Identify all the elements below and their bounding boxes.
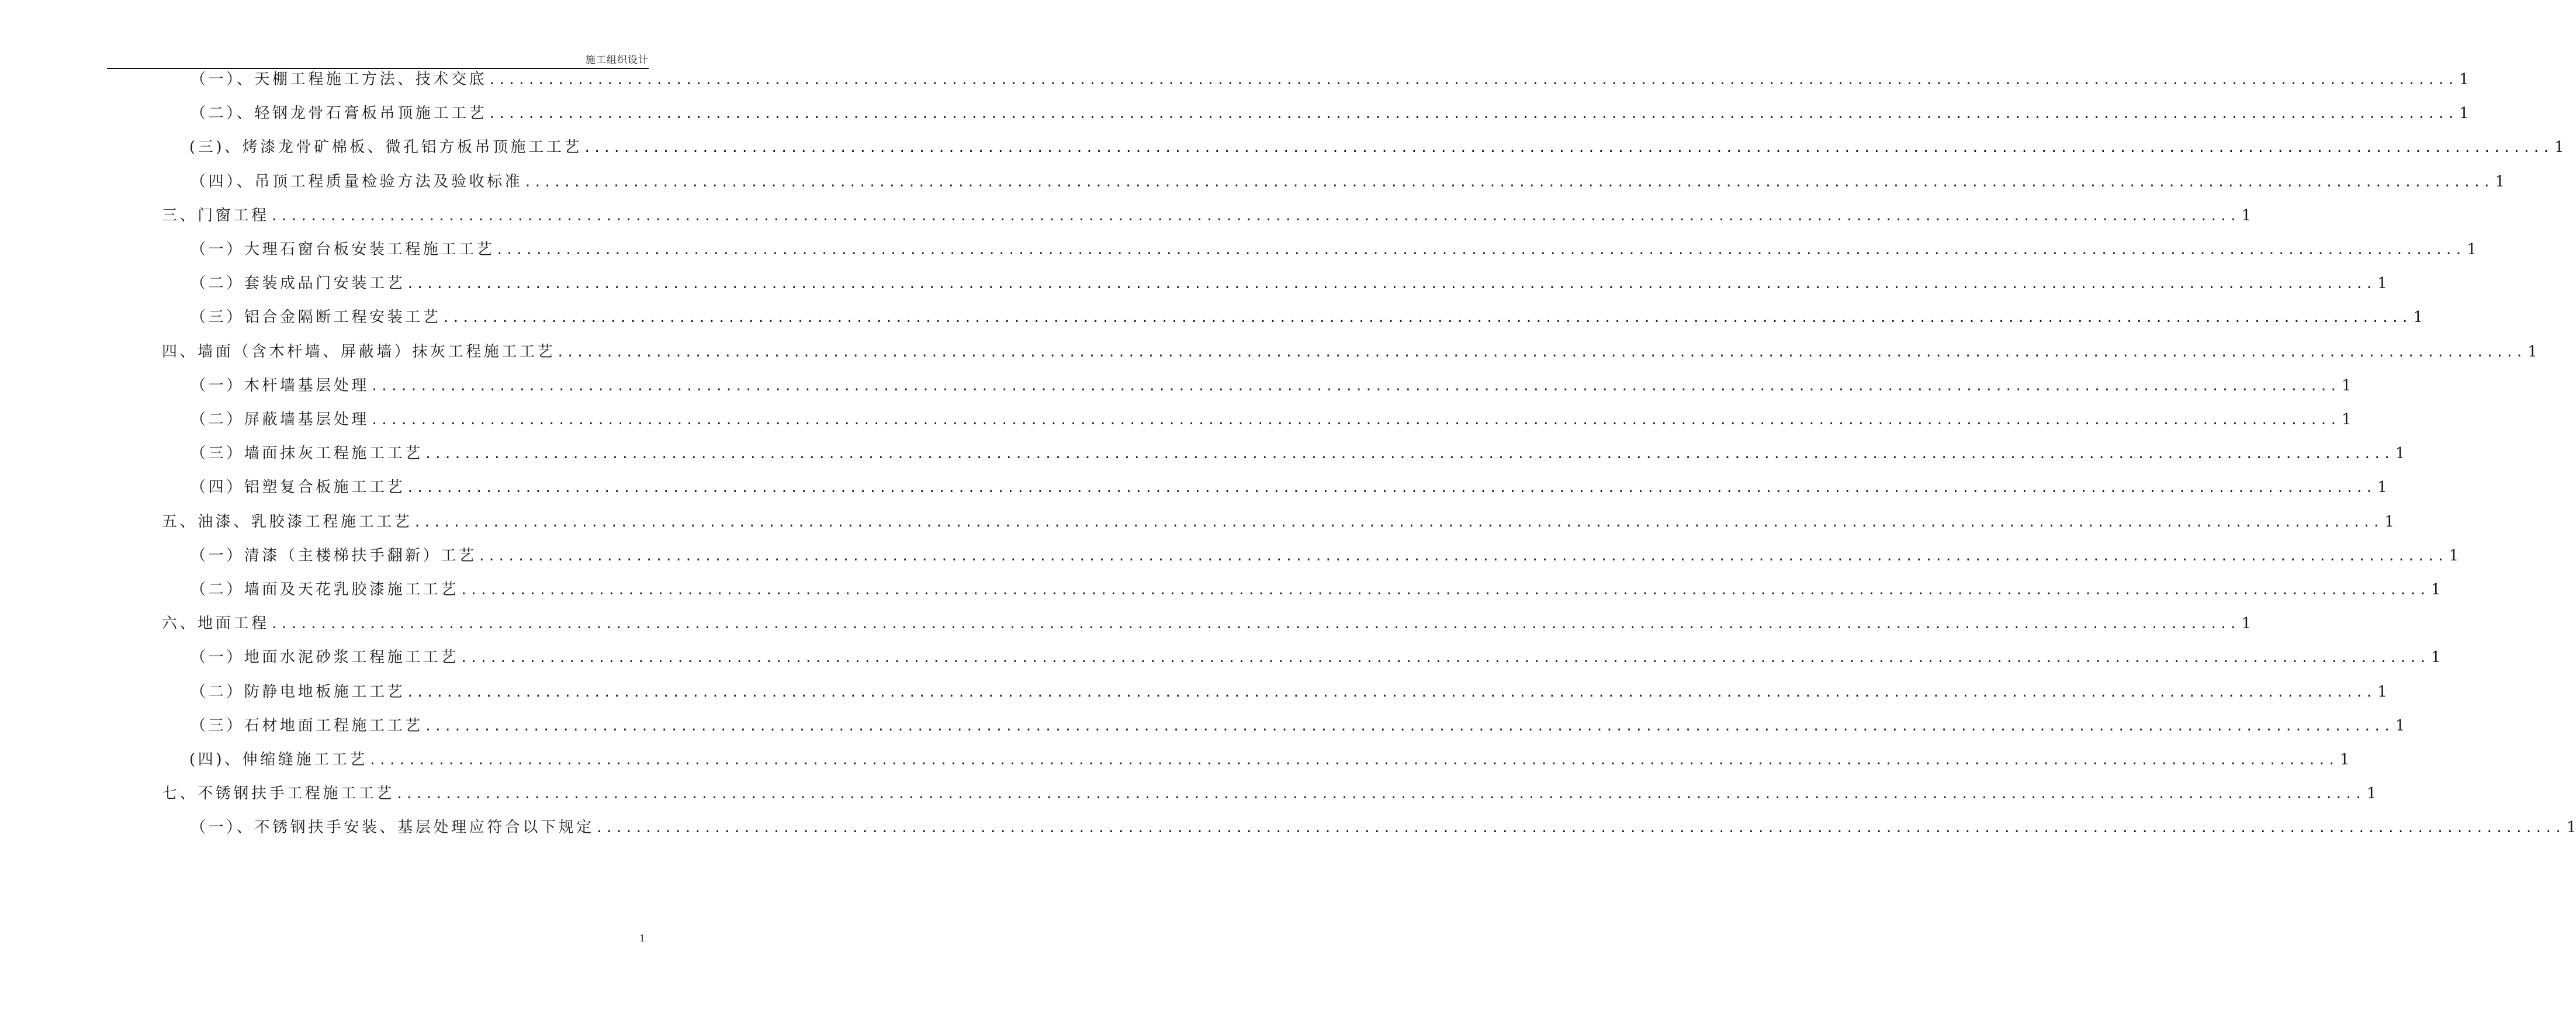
toc-entry-page: 1 bbox=[2431, 649, 2441, 666]
toc-dot-leader: ........................................................................................................................................................................................................ bbox=[371, 379, 2340, 394]
toc-entry[interactable] bbox=[162, 782, 2377, 805]
toc-entry-page: 1 bbox=[2241, 207, 2252, 224]
toc-entry-title: （四）、吊顶工程质量检验方法及验收标准 bbox=[191, 173, 523, 191]
toc-dot-leader: ........................................................................................................................................................................................................ bbox=[460, 583, 2429, 598]
toc-entry[interactable] bbox=[191, 408, 2352, 431]
toc-entry-page: 1 bbox=[2431, 581, 2441, 598]
toc-entry[interactable] bbox=[191, 714, 2405, 737]
toc-dot-leader: ........................................................................................................................................................................................................ bbox=[406, 277, 2376, 292]
toc-entry[interactable] bbox=[191, 816, 2576, 839]
toc-entry[interactable] bbox=[162, 340, 2537, 363]
toc-dot-leader: ........................................................................................................................................................................................................ bbox=[460, 651, 2429, 666]
toc-entry-title: （一）木杆墙基层处理 bbox=[191, 377, 370, 394]
toc-entry-title: （一）、不锈钢扶手安装、基层处理应符合以下规定 bbox=[191, 819, 594, 836]
page-header bbox=[107, 50, 649, 69]
toc-entry-page: 1 bbox=[2459, 71, 2469, 88]
toc-dot-leader: ........................................................................................................................................................................................................ bbox=[406, 481, 2376, 496]
toc-entry-page: 1 bbox=[2449, 547, 2459, 565]
toc-entry-page: 1 bbox=[2377, 683, 2387, 701]
toc-entry[interactable] bbox=[162, 612, 2252, 635]
toc-entry-page: 1 bbox=[2241, 615, 2252, 632]
toc-dot-leader: ........................................................................................................................................................................................................ bbox=[488, 73, 2457, 88]
toc-dot-leader: ........................................................................................................................................................................................................ bbox=[270, 209, 2239, 224]
toc-entry-title: 三、门窗工程 bbox=[162, 207, 269, 224]
toc-dot-leader: ........................................................................................................................................................................................................ bbox=[371, 413, 2340, 428]
toc-dot-leader: ........................................................................................................................................................................................................ bbox=[556, 345, 2526, 360]
toc-dot-leader: ........................................................................................................................................................................................................ bbox=[395, 787, 2364, 802]
toc-dot-leader: ........................................................................................................................................................................................................ bbox=[368, 753, 2338, 768]
toc-entry-page: 1 bbox=[2395, 717, 2405, 735]
toc-entry[interactable] bbox=[191, 442, 2405, 465]
toc-entry-title: （二）屏蔽墙基层处理 bbox=[191, 411, 370, 428]
toc-entry-title: （二）墙面及天花乳胶漆施工工艺 bbox=[191, 581, 459, 598]
page-number: 1 bbox=[639, 933, 646, 944]
toc-dot-leader: ........................................................................................................................................................................................................ bbox=[424, 719, 2393, 734]
toc-entry-page: 1 bbox=[2342, 377, 2352, 394]
toc-entry-title: （一）地面水泥砂浆工程施工工艺 bbox=[191, 649, 459, 666]
toc-entry[interactable] bbox=[191, 102, 2469, 125]
toc-entry-title: (四)、伸缩缝施工工艺 bbox=[189, 751, 368, 768]
toc-entry-page: 1 bbox=[2366, 785, 2377, 802]
toc-entry-page: 1 bbox=[2377, 275, 2387, 292]
toc-entry[interactable] bbox=[191, 578, 2441, 601]
toc-dot-leader: ........................................................................................................................................................................................................ bbox=[477, 549, 2447, 564]
toc-entry[interactable] bbox=[191, 170, 2505, 193]
toc-entry-title: （三）铝合金隔断工程安装工艺 bbox=[191, 309, 441, 326]
toc-entry-title: （四）铝塑复合板施工工艺 bbox=[191, 479, 406, 496]
toc-entry-title: 七、不锈钢扶手工程施工工艺 bbox=[162, 785, 394, 802]
toc-entry-page: 1 bbox=[2384, 513, 2394, 531]
toc-entry-page: 1 bbox=[2377, 479, 2387, 496]
toc-entry[interactable] bbox=[191, 238, 2477, 261]
toc-entry-title: 四、墙面（含木杆墙、屏蔽墙）抹灰工程施工工艺 bbox=[162, 343, 556, 361]
toc-dot-leader: ........................................................................................................................................................................................................ bbox=[406, 685, 2376, 700]
toc-entry[interactable] bbox=[191, 476, 2387, 499]
toc-entry[interactable] bbox=[162, 510, 2394, 534]
toc-entry-title: （二）防静电地板施工工艺 bbox=[191, 683, 406, 701]
toc-dot-leader: ........................................................................................................................................................................................................ bbox=[583, 141, 2553, 155]
toc-entry[interactable] bbox=[162, 204, 2252, 227]
toc-entry-page: 1 bbox=[2339, 751, 2350, 768]
toc-entry-page: 1 bbox=[2495, 173, 2505, 191]
toc-dot-leader: ........................................................................................................................................................................................................ bbox=[524, 175, 2493, 190]
toc-dot-leader: ........................................................................................................................................................................................................ bbox=[413, 515, 2383, 530]
toc-dot-leader: ........................................................................................................................................................................................................ bbox=[496, 243, 2465, 258]
toc-dot-leader: ........................................................................................................................................................................................................ bbox=[442, 311, 2411, 325]
toc-entry-page: 1 bbox=[2527, 343, 2537, 361]
toc-entry-title: （三）墙面抹灰工程施工工艺 bbox=[191, 445, 423, 462]
toc-entry[interactable] bbox=[191, 68, 2469, 91]
toc-entry[interactable] bbox=[191, 544, 2459, 567]
toc-dot-leader: ........................................................................................................................................................................................................ bbox=[488, 107, 2457, 122]
toc-entry-title: （三）石材地面工程施工工艺 bbox=[191, 717, 423, 735]
toc-dot-leader: ........................................................................................................................................................................................................ bbox=[424, 447, 2393, 462]
toc-entry[interactable] bbox=[189, 748, 2350, 771]
toc-dot-leader: ........................................................................................................................................................................................................ bbox=[595, 821, 2564, 836]
toc-entry[interactable] bbox=[189, 136, 2564, 159]
toc-entry-page: 1 bbox=[2566, 819, 2576, 836]
toc-dot-leader: ........................................................................................................................................................................................................ bbox=[270, 617, 2239, 632]
toc-entry-title: （一）清漆（主楼梯扶手翻新）工艺 bbox=[191, 547, 477, 565]
toc-entry-title: 五、油漆、乳胶漆工程施工工艺 bbox=[162, 513, 413, 531]
toc-entry-page: 1 bbox=[2342, 411, 2352, 428]
toc-entry-title: （一）大理石窗台板安装工程施工工艺 bbox=[191, 241, 495, 258]
toc-entry-page: 1 bbox=[2459, 105, 2469, 122]
toc-entry-title: （一）、天棚工程施工方法、技术交底 bbox=[191, 71, 487, 88]
toc-entry[interactable] bbox=[191, 272, 2387, 295]
toc-entry-page: 1 bbox=[2395, 445, 2405, 462]
toc-entry-page: 1 bbox=[2554, 138, 2564, 156]
toc-entry-title: （二）、轻钢龙骨石膏板吊顶施工工艺 bbox=[191, 105, 487, 122]
toc-entry[interactable] bbox=[191, 646, 2441, 669]
toc-entry-title: 六、地面工程 bbox=[162, 615, 269, 632]
toc-entry[interactable] bbox=[191, 306, 2423, 329]
header-title: 施工组织设计 bbox=[586, 54, 649, 66]
toc-entry-page: 1 bbox=[2467, 241, 2477, 258]
toc-entry-title: (三)、烤漆龙骨矿棉板、微孔铝方板吊顶施工工艺 bbox=[189, 138, 583, 156]
toc-entry[interactable] bbox=[191, 374, 2352, 397]
toc-entry[interactable] bbox=[191, 680, 2387, 704]
toc-entry-title: （二）套装成品门安装工艺 bbox=[191, 275, 406, 292]
toc-entry-page: 1 bbox=[2413, 309, 2423, 326]
